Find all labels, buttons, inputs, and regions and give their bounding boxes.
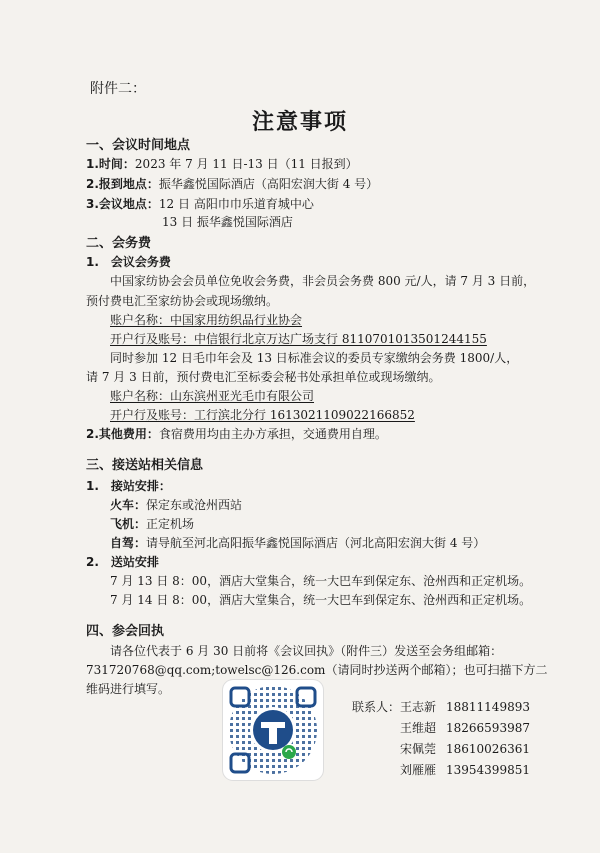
section-4-heading: 四、参会回执: [86, 624, 165, 639]
self-drive-line: [110, 535, 485, 551]
fee-paragraph-2-line-2: 请 7 月 3 日前，预付费电汇至标委会秘书处承担单位或现场缴纳。: [86, 370, 441, 384]
other-fees-line: [86, 426, 387, 442]
contact-name: 宋佩莞: [400, 742, 437, 756]
fee-paragraph-1-line-1: 中国家纺协会会员单位免收会务费，非会员会务费 800 元/人，请 7 月 3 日前，: [110, 274, 536, 288]
contact-phone: 18610026361: [446, 742, 530, 756]
venue-1: 12 日 高阳巾巾乐道育城中心: [158, 197, 314, 211]
train-value: 保定东或沧州西站: [146, 498, 243, 512]
venue-2: 13 日 振华鑫悦国际酒店: [162, 215, 293, 229]
checkin-value: 振华鑫悦国际酒店（高阳宏润大街 4 号）: [158, 177, 379, 191]
venue-line: [86, 196, 314, 212]
train-label: 火车：: [110, 498, 147, 512]
receipt-line-3: 维码进行填写。: [86, 682, 171, 696]
account-2-bank: 开户行及账号：工行滨北分行 1613021109022166852: [110, 408, 415, 422]
self-drive-label: 自驾：: [110, 536, 147, 550]
pickup-heading: 1. 接站安排：: [86, 479, 171, 493]
checkin-line: [86, 176, 378, 192]
dropoff-heading: 2. 送站安排: [86, 555, 159, 569]
plane-label: 飞机：: [110, 517, 147, 531]
other-fees-label: 2.其他费用：: [86, 427, 159, 441]
section-3-heading: 三、接送站相关信息: [86, 458, 204, 473]
time-line: [86, 156, 358, 172]
qr-code[interactable]: [223, 680, 323, 780]
receipt-line-1: 请各位代表于 6 月 30 日前将《会议回执》（附件三）发送至会务组邮箱：: [110, 644, 503, 658]
venue-label: 3.会议地点：: [86, 197, 159, 211]
contact-name: 刘雁雁: [400, 763, 437, 777]
fee-paragraph-2-line-1: 同时参加 12 日毛巾年会及 13 日标准会议的委员专家缴纳会务费 1800/人，: [110, 351, 519, 365]
fee-paragraph-1-line-2: 预付费电汇至家纺协会或现场缴纳。: [86, 294, 279, 308]
self-drive-value: 请导航至河北高阳振华鑫悦国际酒店（河北高阳宏润大街 4 号）: [146, 536, 486, 550]
time-label: 1.时间：: [86, 157, 135, 171]
time-value: 2023 年 7 月 11 日-13 日（11 日报到）: [134, 157, 358, 171]
contact-phone: 18811149893: [446, 700, 530, 714]
contacts-label: 联系人：: [352, 700, 401, 714]
contact-phone: 13954399851: [446, 763, 530, 777]
contact-phone: 18266593987: [446, 721, 530, 735]
contact-name: 王维超: [400, 721, 437, 735]
qr-code-icon: [223, 680, 323, 780]
other-fees-value: 食宿费用均由主办方承担，交通费用自理。: [158, 427, 387, 441]
section-2-heading: 二、会务费: [86, 236, 152, 251]
receipt-line-2: 731720768@qq.com;towelsc@126.com（请同时抄送两个邮箱）；也可扫描下方二: [86, 663, 548, 677]
dropoff-line-2: 7 月 14 日 8：00，酒店大堂集合，统一大巴车到保定东、沧州西和正定机场。: [110, 593, 532, 607]
fee-heading: 1. 会议会务费: [86, 255, 171, 269]
account-2-name: 账户名称：山东滨州亚光毛巾有限公司: [110, 389, 315, 403]
annex-label: 附件二：: [90, 81, 146, 97]
checkin-label: 2.报到地点：: [86, 177, 159, 191]
account-1-name: 账户名称：中国家用纺织品行业协会: [110, 313, 303, 327]
plane-line: [110, 516, 194, 532]
section-1-heading: 一、会议时间地点: [86, 138, 191, 153]
page-title: 注意事项: [251, 110, 348, 135]
account-1-bank: 开户行及账号：中信银行北京万达广场支行 8110701013501244155: [110, 332, 487, 346]
dropoff-line-1: 7 月 13 日 8：00，酒店大堂集合，统一大巴车到保定东、沧州西和正定机场。: [110, 574, 532, 588]
plane-value: 正定机场: [146, 517, 195, 531]
contact-name: 王志新: [400, 700, 437, 714]
train-line: [110, 497, 242, 513]
